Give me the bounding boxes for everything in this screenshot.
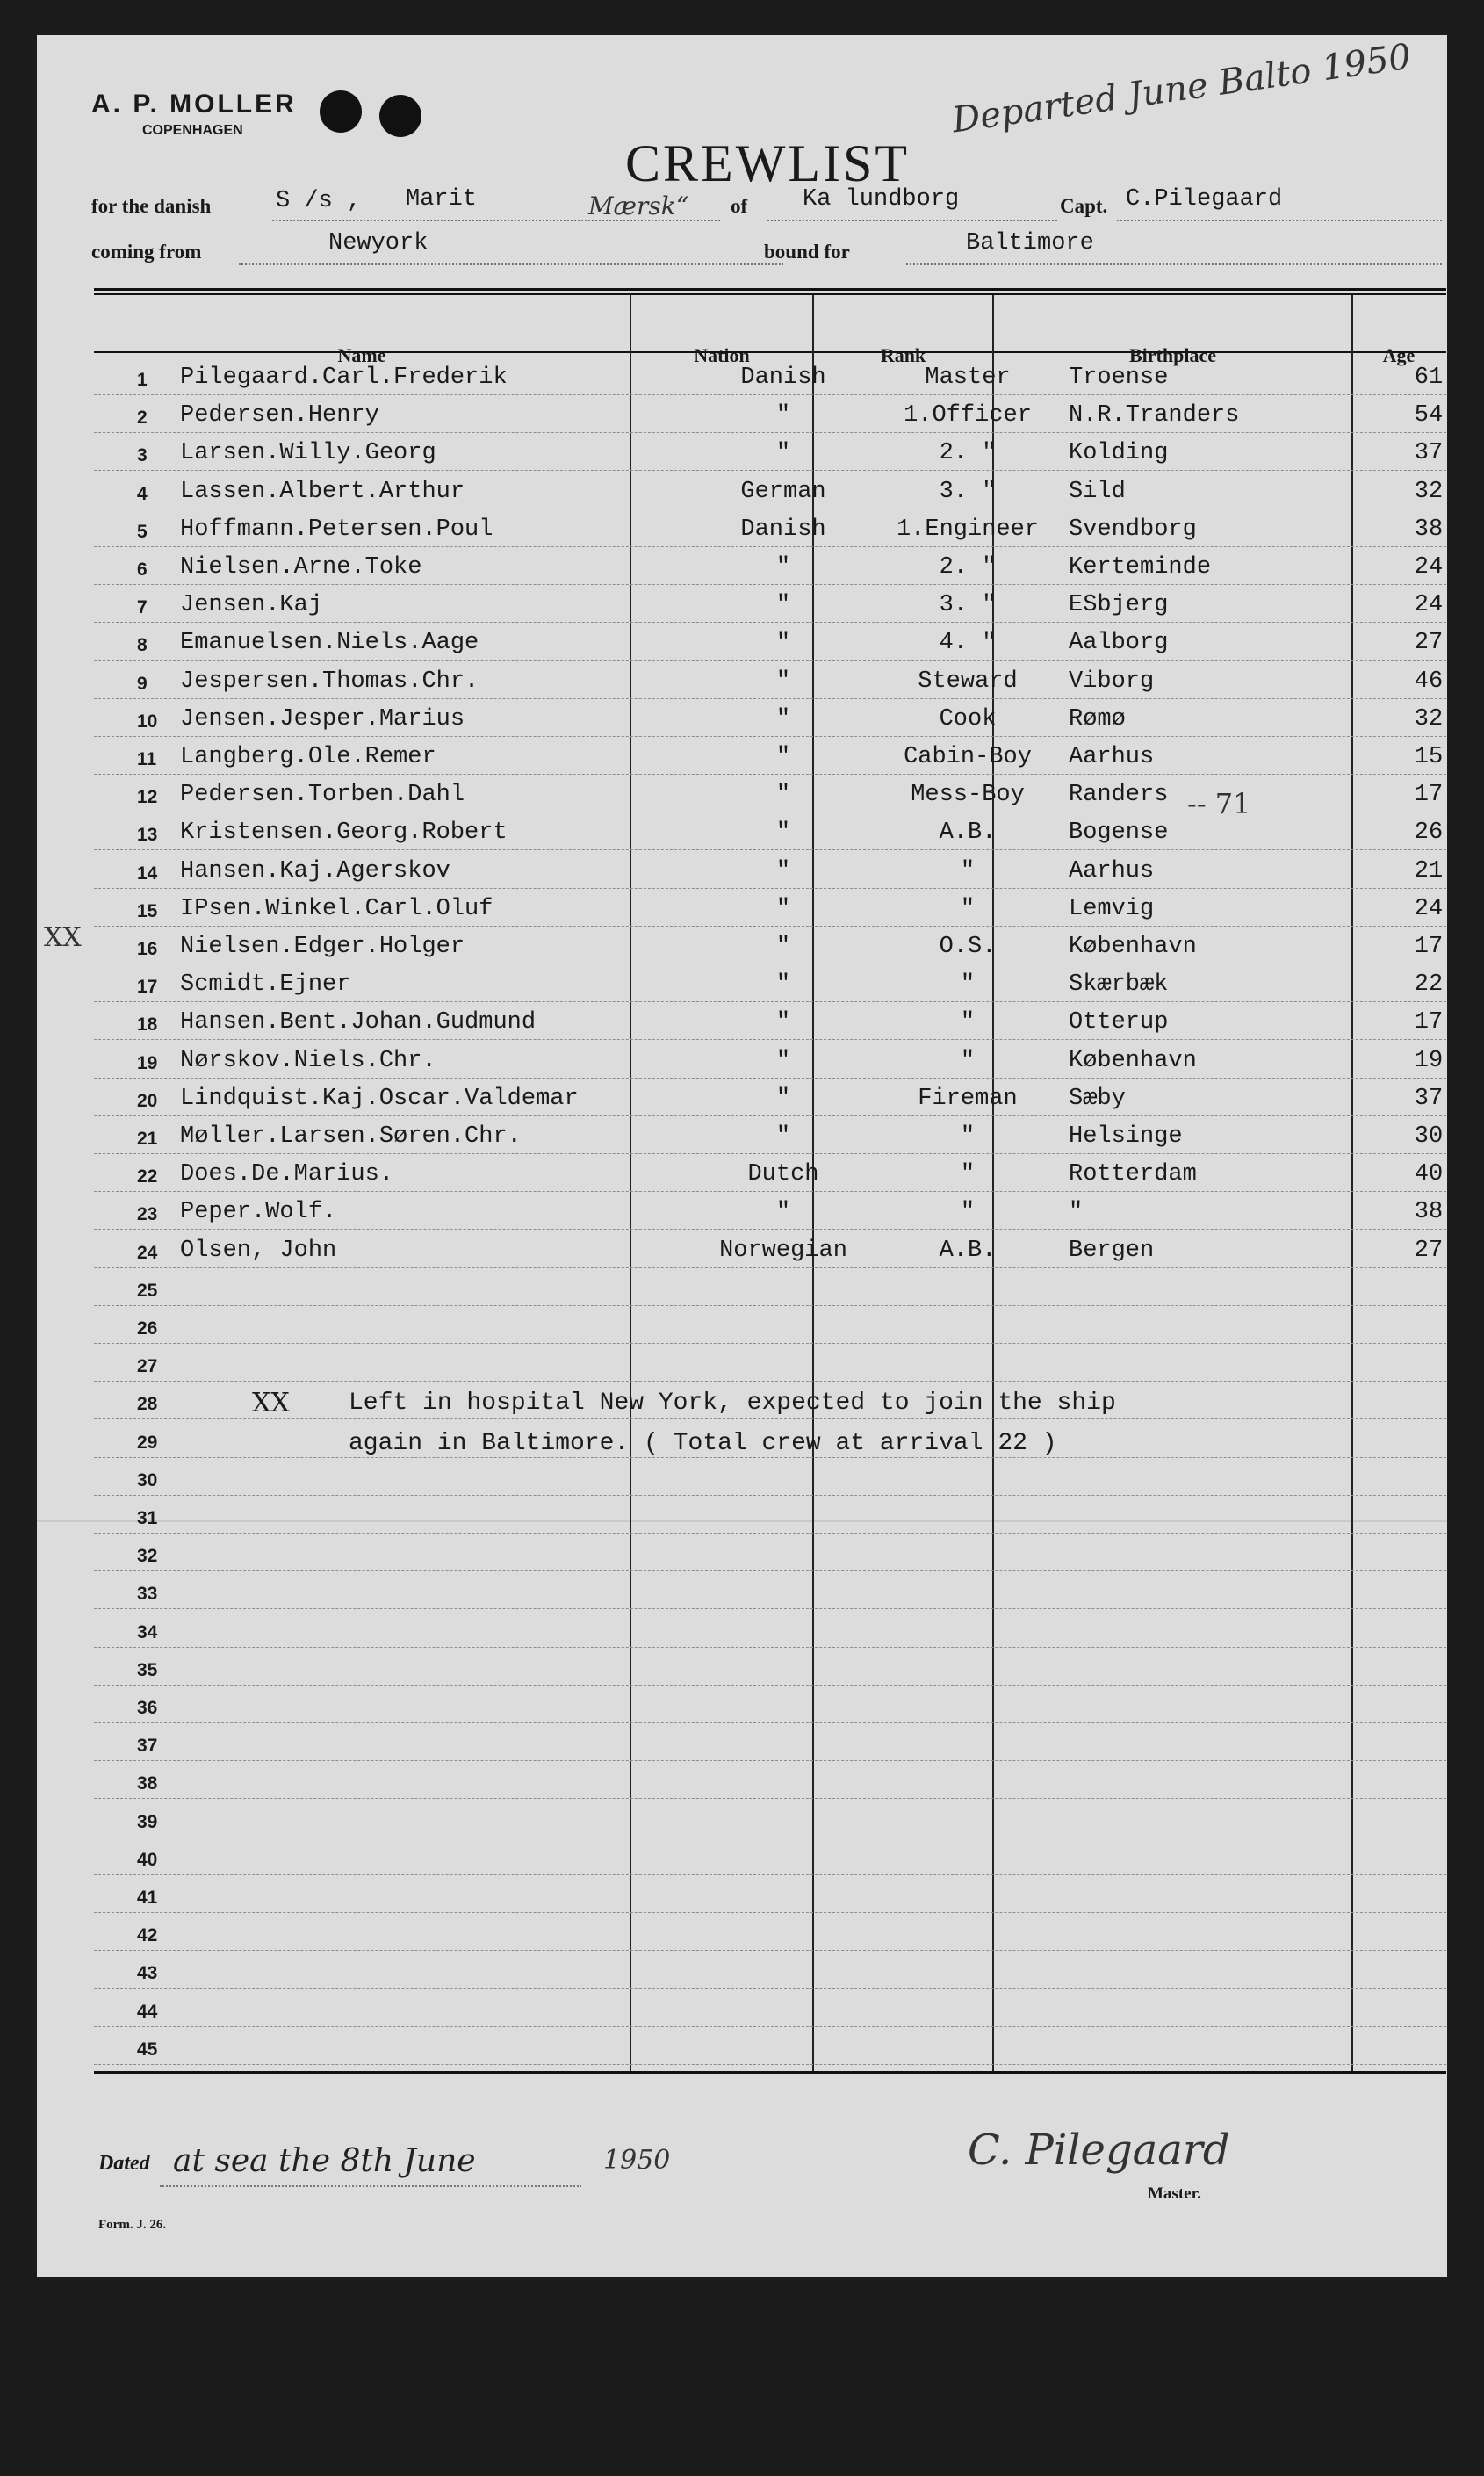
dated-dotline xyxy=(160,2185,581,2187)
crew-rank: Fireman xyxy=(918,1085,1018,1112)
crew-rank: 2. " xyxy=(939,554,997,581)
row-number: 18 xyxy=(137,1014,158,1036)
row-number: 25 xyxy=(137,1280,158,1301)
handwritten-departed-note: Departed June Balto 1950 xyxy=(949,36,1414,141)
row-number: 28 xyxy=(137,1394,158,1415)
table-row xyxy=(94,1912,1446,1951)
table-row xyxy=(94,584,1446,623)
company-name: A. P. MOLLER xyxy=(91,90,297,119)
row-number: 11 xyxy=(137,749,157,769)
row-number: 15 xyxy=(137,900,158,921)
table-row xyxy=(94,850,1446,889)
bound-for-value: Baltimore xyxy=(966,230,1094,256)
crew-birthplace: Skærbæk xyxy=(1069,971,1169,999)
row-number: 27 xyxy=(137,1356,158,1377)
row-number: 12 xyxy=(137,787,158,808)
crew-age: 40 xyxy=(1414,1161,1444,1188)
table-row xyxy=(94,357,1446,395)
crew-birthplace: Aarhus xyxy=(1069,744,1155,770)
crew-name: Jensen.Jesper.Marius xyxy=(180,705,465,733)
table-row xyxy=(94,2026,1446,2065)
row-number: 32 xyxy=(137,1546,158,1567)
crew-nation: " xyxy=(775,402,791,430)
crew-age: 38 xyxy=(1414,1199,1444,1226)
row-number: 17 xyxy=(137,977,158,998)
crew-birthplace: " xyxy=(1069,1199,1084,1226)
table-row xyxy=(94,1799,1446,1837)
crew-birthplace: Bogense xyxy=(1069,819,1169,847)
crew-birthplace: København xyxy=(1069,1047,1197,1074)
table-row xyxy=(94,394,1446,433)
crew-rank: 1.Engineer xyxy=(896,516,1040,543)
row-number: 4 xyxy=(137,483,148,504)
table-row xyxy=(94,546,1446,585)
crew-rank: 1.Officer xyxy=(904,402,1032,430)
crew-age: 32 xyxy=(1414,478,1444,505)
table-row xyxy=(94,432,1446,471)
coming-from-value: Newyork xyxy=(328,230,429,256)
table-row xyxy=(94,1343,1446,1382)
vessel-name: Marit xyxy=(406,186,478,213)
crew-nation: " xyxy=(775,705,791,733)
crew-age: 24 xyxy=(1414,895,1444,922)
crew-name: Peper.Wolf. xyxy=(180,1199,337,1226)
crew-age: 27 xyxy=(1414,630,1444,657)
crew-age: 17 xyxy=(1414,1009,1444,1036)
row-number: 41 xyxy=(137,1888,158,1908)
column-header-rank: Rank xyxy=(880,344,926,366)
crew-birthplace: Aalborg xyxy=(1069,630,1169,657)
crew-name: Møller.Larsen.Søren.Chr. xyxy=(180,1123,522,1150)
label-bound-for: bound for xyxy=(764,241,850,263)
crew-rank: 4. " xyxy=(939,630,997,657)
crew-name: Jespersen.Thomas.Chr. xyxy=(180,668,479,695)
table-row xyxy=(94,622,1446,661)
crew-rank: Steward xyxy=(918,668,1018,695)
crew-name: Pilegaard.Carl.Frederik xyxy=(180,365,508,391)
table-row xyxy=(94,1760,1446,1799)
crew-birthplace: Rotterdam xyxy=(1069,1161,1197,1188)
vessel-dotline xyxy=(272,220,720,221)
crew-age: 19 xyxy=(1414,1047,1444,1074)
row-number: 8 xyxy=(137,635,148,656)
form-reference: Form. J. 26. xyxy=(98,2218,167,2232)
table-top-rule-2 xyxy=(94,293,1446,295)
home-port: Ka lundborg xyxy=(803,186,960,213)
master-label: Master. xyxy=(1148,2184,1202,2203)
crew-age: 27 xyxy=(1414,1237,1444,1264)
label-coming-from: coming from xyxy=(91,241,202,263)
row16-cross-mark: XX xyxy=(44,922,82,953)
table-row xyxy=(94,1722,1446,1761)
crew-age: 26 xyxy=(1414,819,1444,847)
row-number: 26 xyxy=(137,1318,158,1339)
crew-age: 54 xyxy=(1414,402,1444,430)
column-header-birthplace: Birthplace xyxy=(1129,344,1216,366)
punch-hole-left xyxy=(320,90,362,133)
dated-label: Dated xyxy=(98,2152,150,2175)
captain-dotline xyxy=(1117,220,1442,221)
crew-name: Langberg.Ole.Remer xyxy=(180,744,436,770)
crew-age: 30 xyxy=(1414,1123,1444,1150)
row-number: 37 xyxy=(137,1736,158,1757)
crew-name: Pedersen.Torben.Dahl xyxy=(180,782,465,809)
table-row xyxy=(94,926,1446,964)
row13-side-note: -- 71 xyxy=(1187,787,1251,820)
crew-age: 24 xyxy=(1414,554,1444,581)
crew-nation: " xyxy=(775,1009,791,1036)
row-number: 43 xyxy=(137,1963,158,1984)
crew-rank: 3. " xyxy=(939,478,997,505)
crew-nation: " xyxy=(775,554,791,581)
crew-age: 17 xyxy=(1414,782,1444,809)
table-row xyxy=(94,1647,1446,1686)
crew-name: Pedersen.Henry xyxy=(180,402,379,430)
crew-nation: Norwegian xyxy=(719,1237,847,1264)
row-number: 21 xyxy=(137,1129,158,1149)
crew-rank: Master xyxy=(925,365,1011,391)
crew-name: Kristensen.Georg.Robert xyxy=(180,819,508,847)
table-row xyxy=(94,1230,1446,1268)
table-row xyxy=(94,1570,1446,1609)
crew-birthplace: Rømø xyxy=(1069,705,1126,733)
label-for-the-danish: for the danish xyxy=(91,195,212,217)
crew-nation: " xyxy=(775,895,791,922)
table-row xyxy=(94,1191,1446,1230)
row-number: 34 xyxy=(137,1621,158,1642)
row-number: 44 xyxy=(137,2001,158,2022)
row-number: 7 xyxy=(137,597,148,618)
table-row xyxy=(94,698,1446,737)
column-header-age: Age xyxy=(1382,344,1416,366)
table-row xyxy=(94,1267,1446,1306)
row-number: 6 xyxy=(137,559,148,580)
table-row xyxy=(94,471,1446,509)
crew-rank: " xyxy=(960,1123,976,1150)
crew-nation: " xyxy=(775,934,791,960)
crew-rank: 2. " xyxy=(939,440,997,467)
crew-age: 24 xyxy=(1414,592,1444,619)
crew-name: IPsen.Winkel.Carl.Oluf xyxy=(180,895,493,922)
table-row xyxy=(94,1115,1446,1154)
crew-name: Hansen.Bent.Johan.Gudmund xyxy=(180,1009,537,1036)
table-row xyxy=(94,1989,1446,2027)
row-number: 1 xyxy=(137,370,148,390)
crew-rank: 3. " xyxy=(939,592,997,619)
coming-from-dotline xyxy=(239,263,783,265)
crew-nation: " xyxy=(775,1047,791,1074)
crew-birthplace: Kerteminde xyxy=(1069,554,1212,581)
row-number: 19 xyxy=(137,1052,158,1073)
crew-birthplace: Troense xyxy=(1069,365,1169,391)
table-row xyxy=(94,1001,1446,1040)
crew-rank: Cabin-Boy xyxy=(904,744,1032,770)
page-title: CREWLIST xyxy=(625,134,910,192)
table-row xyxy=(94,1040,1446,1079)
table-row xyxy=(94,1533,1446,1571)
row-number: 39 xyxy=(137,1811,158,1832)
hospital-note-line1: Left in hospital New York, expected to join the ship xyxy=(349,1390,1116,1417)
crew-name: Hoffmann.Petersen.Poul xyxy=(180,516,493,543)
row-number: 14 xyxy=(137,863,158,884)
crew-birthplace: Sæby xyxy=(1069,1085,1126,1112)
dated-year: 1950 xyxy=(603,2145,671,2176)
row-number: 30 xyxy=(137,1469,158,1491)
table-row xyxy=(94,1153,1446,1192)
crew-name: Does.De.Marius. xyxy=(180,1161,394,1188)
crew-birthplace: Bergen xyxy=(1069,1237,1155,1264)
crew-age: 46 xyxy=(1414,668,1444,695)
table-row xyxy=(94,1305,1446,1344)
crew-birthplace: Kolding xyxy=(1069,440,1169,467)
crew-name: Nielsen.Edger.Holger xyxy=(180,934,465,960)
vessel-name-suffix: Mærsk“ xyxy=(588,191,689,220)
crew-rank: Mess-Boy xyxy=(911,782,1025,809)
column-header-nation: Nation xyxy=(694,344,750,366)
crew-birthplace: Viborg xyxy=(1069,668,1155,695)
crew-nation: " xyxy=(775,1085,791,1112)
column-header-name: Name xyxy=(337,344,386,366)
crew-age: 22 xyxy=(1414,971,1444,999)
row-number: 9 xyxy=(137,673,148,694)
row-number: 20 xyxy=(137,1090,158,1111)
row-number: 36 xyxy=(137,1698,158,1718)
crew-nation: " xyxy=(775,782,791,809)
crew-nation: " xyxy=(775,440,791,467)
row-number: 40 xyxy=(137,1849,158,1870)
crew-birthplace: ESbjerg xyxy=(1069,592,1169,619)
crew-rank: A.B. xyxy=(939,819,997,847)
table-row xyxy=(94,1837,1446,1875)
captain-name: C.Pilegaard xyxy=(1126,186,1283,213)
row-number: 10 xyxy=(137,711,158,732)
label-capt: Capt. xyxy=(1060,195,1108,217)
crew-age: 37 xyxy=(1414,1085,1444,1112)
master-signature: C. Pilegaard xyxy=(968,2126,1230,2175)
crew-name: Hansen.Kaj.Agerskov xyxy=(180,857,450,884)
crew-rank: " xyxy=(960,895,976,922)
row-number: 33 xyxy=(137,1584,158,1605)
table-row xyxy=(94,509,1446,547)
row-number: 13 xyxy=(137,825,158,846)
crew-name: Lindquist.Kaj.Oscar.Valdemar xyxy=(180,1085,579,1112)
row-number: 45 xyxy=(137,2039,158,2060)
crew-name: Emanuelsen.Niels.Aage xyxy=(180,630,479,657)
crew-nation: Danish xyxy=(740,516,826,543)
table-row xyxy=(94,736,1446,775)
crew-nation: " xyxy=(775,971,791,999)
row-number: 35 xyxy=(137,1659,158,1680)
crew-nation: " xyxy=(775,592,791,619)
table-row xyxy=(94,1874,1446,1913)
crew-nation: Dutch xyxy=(747,1161,819,1188)
table-row xyxy=(94,1078,1446,1116)
crew-nation: " xyxy=(775,1123,791,1150)
table-bottom-rule xyxy=(94,2071,1446,2074)
crew-age: 61 xyxy=(1414,365,1444,391)
row-number: 16 xyxy=(137,939,158,959)
table-row xyxy=(94,1495,1446,1534)
note-cross-mark: XX xyxy=(252,1388,290,1418)
table-top-rule xyxy=(94,288,1446,291)
company-city: COPENHAGEN xyxy=(142,123,243,138)
table-row xyxy=(94,1685,1446,1723)
crew-rank: " xyxy=(960,1047,976,1074)
table-row xyxy=(94,888,1446,927)
crew-rank: " xyxy=(960,857,976,884)
table-row xyxy=(94,1950,1446,1989)
label-of: of xyxy=(731,195,748,217)
row-number: 31 xyxy=(137,1508,158,1528)
crew-nation: " xyxy=(775,744,791,770)
crew-age: 17 xyxy=(1414,934,1444,960)
row-number: 3 xyxy=(137,445,148,466)
table-row xyxy=(94,1609,1446,1648)
crew-rank: " xyxy=(960,1199,976,1226)
crew-birthplace: København xyxy=(1069,934,1197,960)
crew-rank: O.S. xyxy=(939,934,997,960)
row-number: 24 xyxy=(137,1242,158,1263)
home-port-dotline xyxy=(767,220,1057,221)
crew-rank: A.B. xyxy=(939,1237,997,1264)
row-number: 38 xyxy=(137,1773,158,1794)
crew-nation: German xyxy=(740,478,826,505)
dated-text: at sea the 8th June xyxy=(173,2143,476,2179)
crew-nation: " xyxy=(775,1199,791,1226)
row-number: 22 xyxy=(137,1166,158,1187)
crew-birthplace: Helsinge xyxy=(1069,1123,1183,1150)
row-number: 2 xyxy=(137,408,148,429)
crew-birthplace: Sild xyxy=(1069,478,1126,505)
crew-age: 37 xyxy=(1414,440,1444,467)
crew-age: 38 xyxy=(1414,516,1444,543)
crew-name: Scmidt.Ejner xyxy=(180,971,351,999)
crewlist-document xyxy=(37,35,1447,2277)
crew-name: Nielsen.Arne.Toke xyxy=(180,554,422,581)
crew-birthplace: Aarhus xyxy=(1069,857,1155,884)
row-number: 23 xyxy=(137,1204,158,1225)
crew-name: Lassen.Albert.Arthur xyxy=(180,478,465,505)
crew-rank: " xyxy=(960,1161,976,1188)
crew-age: 21 xyxy=(1414,857,1444,884)
crew-age: 15 xyxy=(1414,744,1444,770)
crew-rank: " xyxy=(960,1009,976,1036)
crew-nation: Danish xyxy=(740,365,826,391)
row-number: 5 xyxy=(137,521,148,542)
table-row xyxy=(94,661,1446,699)
crew-rank: Cook xyxy=(939,705,997,733)
crew-birthplace: N.R.Tranders xyxy=(1069,402,1240,430)
crew-name: Larsen.Willy.Georg xyxy=(180,440,436,467)
crew-name: Olsen, John xyxy=(180,1237,337,1264)
crew-birthplace: Svendborg xyxy=(1069,516,1197,543)
bound-for-dotline xyxy=(906,263,1442,265)
crew-birthplace: Randers xyxy=(1069,782,1169,809)
row-number: 42 xyxy=(137,1925,158,1946)
row-number: 29 xyxy=(137,1432,158,1453)
punch-hole-right xyxy=(379,95,421,137)
hospital-note-line2: again in Baltimore. ( Total crew at arrival 22 ) xyxy=(349,1430,1057,1457)
crew-name: Nørskov.Niels.Chr. xyxy=(180,1047,436,1074)
table-row xyxy=(94,964,1446,1002)
vessel-prefix: S /s , xyxy=(276,188,362,214)
crew-nation: " xyxy=(775,819,791,847)
crew-nation: " xyxy=(775,630,791,657)
crew-rank: " xyxy=(960,971,976,999)
crew-nation: " xyxy=(775,857,791,884)
crew-name: Jensen.Kaj xyxy=(180,592,323,619)
table-row xyxy=(94,1457,1446,1496)
crew-birthplace: Lemvig xyxy=(1069,895,1155,922)
crew-age: 32 xyxy=(1414,705,1444,733)
crew-nation: " xyxy=(775,668,791,695)
crew-birthplace: Otterup xyxy=(1069,1009,1169,1036)
